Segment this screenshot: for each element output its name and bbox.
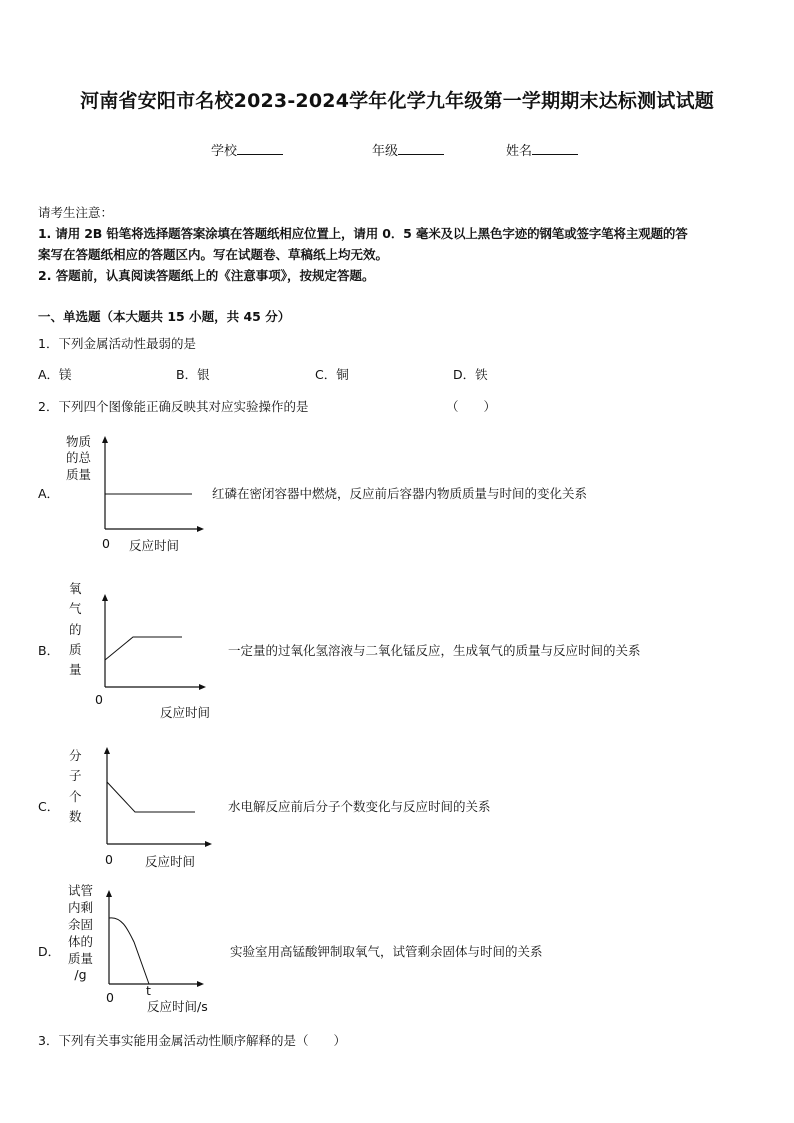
q2-a-caption: 红磷在密闭容器中燃烧，反应前后容器内物质质量与时间的变化关系 [212,486,588,501]
school-label: 学校 [211,144,238,159]
q2-d-ylabel-line: 体的 [68,933,94,949]
grade-blank[interactable] [398,142,444,155]
q2-d-ylabel-line: 试管 [68,883,94,898]
notice-line-1: 1. 请用 2B 铅笔将选择题答案涂填在答题纸相应位置上，请用 0．5 毫米及以上黑色字迹的钢笔或签字笔将主观题的答 [38,226,688,241]
q2-b-origin: 0 [95,692,103,707]
notice-line-2: 案写在答题纸相应的答题区内。写在试题卷、草稿纸上均无效。 [38,247,389,262]
q2-b-graph [96,592,208,692]
notice-heading: 请考生注意： [38,205,114,220]
q3-stem: 3．下列有关事实能用金属活动性顺序解释的是（ ） [38,1033,346,1048]
q2-a-ylabel [66,434,91,483]
q2-a-xlabel: 反应时间 [129,538,180,553]
q2-a-ylabel-line: 的总 [66,450,92,466]
q2-c-xlabel: 反应时间 [145,854,196,869]
q1-option-d[interactable]: D．铁 [453,367,488,382]
name-label: 姓名 [506,144,533,159]
q2-b-ylabel-line: 气 [69,601,82,617]
data-line [105,637,182,660]
y-axis-arrow [102,436,108,443]
y-axis-arrow [106,890,112,897]
q2-stem: 2．下列四个图像能正确反映其对应实验操作的是 [38,399,309,414]
school-blank[interactable] [237,142,283,155]
q2-c-ylabel [69,746,82,827]
name-field [506,140,578,159]
q2-d-caption: 实验室用高锰酸钾制取氧气，试管剩余固体与时间的关系 [230,944,543,959]
q2-d-graph [100,888,206,988]
q2-d-ylabel [68,883,93,984]
grade-field [372,140,444,159]
q2-d-xlabel: 反应时间/s [147,999,208,1014]
grade-label: 年级 [372,144,399,159]
q2-b-ylabel-line: 质 [69,641,82,657]
q2-d-ylabel-line: 内剩 [68,899,94,915]
q2-c-ylabel-line: 分 [69,748,82,763]
q2-a-ylabel-line: 物质 [66,434,92,449]
q2-b-ylabel-line: 量 [69,662,82,677]
name-blank[interactable] [532,142,578,155]
q1-option-c[interactable]: C．铜 [315,367,349,382]
q2-d-ylabel-line: 质量 [68,950,94,966]
q2-b-caption: 一定量的过氧化氢溶液与二氧化锰反应，生成氧气的质量与反应时间的关系 [228,643,641,658]
q2-option-c-label[interactable]: C． [38,799,60,814]
page-title: 河南省安阳市名校2023-2024学年化学九年级第一学期期末达标测试试题 [80,90,714,112]
school-field [211,140,283,159]
q2-c-ylabel-line: 数 [69,808,82,824]
q2-option-a-label[interactable]: A． [38,486,60,501]
q2-option-d-label[interactable]: D． [38,944,61,959]
data-line [109,918,149,984]
x-axis-arrow [205,841,212,847]
q2-b-ylabel-line: 的 [69,621,82,637]
y-axis-arrow [104,747,110,754]
q2-c-origin: 0 [105,852,113,867]
q2-d-tick-t: t [146,983,151,998]
data-line [107,782,195,812]
q2-c-ylabel-line: 个 [69,788,82,804]
q2-b-ylabel [69,579,82,680]
q2-c-caption: 水电解反应前后分子个数变化与反应时间的关系 [228,799,491,814]
x-axis-arrow [197,526,204,532]
q2-a-origin: 0 [102,536,110,551]
q2-d-ylabel-line: /g [74,967,87,983]
q2-answer-bracket: （ ） [446,399,497,414]
q2-d-origin: 0 [106,990,114,1005]
q2-d-ylabel-line: 余固 [68,916,94,932]
section-heading: 一、单选题（本大题共 15 小题，共 45 分） [38,309,291,324]
y-axis-arrow [102,594,108,601]
q1-option-b[interactable]: B．银 [176,367,210,382]
q2-a-graph [96,434,206,534]
q2-a-ylabel-line: 质量 [66,466,92,482]
q1-option-a[interactable]: A．镁 [38,367,72,382]
q2-c-graph [98,745,214,849]
q2-b-xlabel: 反应时间 [160,705,211,720]
x-axis-arrow [197,981,204,987]
q1-stem: 1．下列金属活动性最弱的是 [38,336,196,351]
q2-b-ylabel-line: 氧 [69,581,82,596]
q2-option-b-label[interactable]: B． [38,643,60,658]
q2-c-ylabel-line: 子 [69,768,82,784]
notice-line-3: 2. 答题前，认真阅读答题纸上的《注意事项》，按规定答题。 [38,268,375,283]
x-axis-arrow [199,684,206,690]
